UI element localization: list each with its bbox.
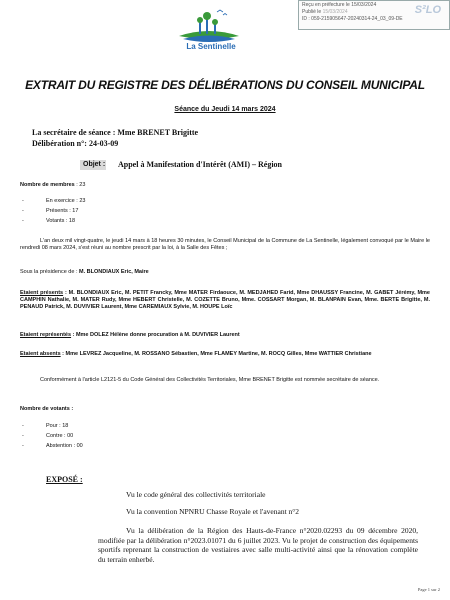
vu-convention: Vu la convention NPNRU Chasse Royale et l'avenant n°2 bbox=[126, 507, 300, 516]
votants-list bbox=[22, 421, 83, 451]
expose-heading: EXPOSÉ : bbox=[46, 475, 83, 484]
vu-deliberation: Vu la délibération de la Région des Hauts-de-France n°2020.02293 du 09 décembre 2020, modifiée par la délibération n°2023.01071 du 6 juillet 2023. Vu le projet de construction des équipements sportifs reprenant la construction de vestiaires avec salle multi-activité ainsi que la rénovation complète du terrain enherbé. bbox=[98, 526, 418, 564]
slo-brand: S²LO bbox=[414, 4, 441, 16]
vu-code: Vu le code général des collectivités territoriale bbox=[126, 490, 266, 499]
stamp-id: ID : 059-215905647-20240314-24_03_09-DE bbox=[302, 16, 403, 22]
logo-ville: Ville de bbox=[218, 36, 232, 41]
representes-paragraph: Etaient représentés : Mme DOLEZ Hélène donne procuration à M. DUVIVIER Laurent bbox=[20, 332, 240, 338]
list-item: - Présents : 17 bbox=[22, 206, 85, 216]
votants-label: Nombre de votants : bbox=[20, 406, 74, 412]
seance-date: Séance du Jeudi 14 mars 2024 bbox=[174, 106, 276, 113]
page-number: Page 1 sur 2 bbox=[417, 587, 440, 592]
list-item: - Abstention : 00 bbox=[22, 441, 83, 451]
membres-count: Nombre de membres : 23 bbox=[20, 182, 86, 188]
absents-paragraph: Etaient absents : Mme LEVREZ Jacqueline, M. ROSSANO Sébastien, Mme FLAMEY Martine, M. ROCQ Gilles, Mme WATTIER Christiane bbox=[20, 351, 372, 357]
list-item: - Contre : 00 bbox=[22, 431, 83, 441]
objet-label: Objet : bbox=[80, 160, 106, 170]
stamp-received: Reçu en préfecture le 15/03/2024 bbox=[302, 2, 377, 8]
stamp-published: Publié le 15/03/2024 bbox=[302, 9, 348, 15]
intro-paragraph: L'an deux mil vingt-quatre, le jeudi 14 mars à 18 heures 30 minutes, le Conseil Municipal de la Commune de La Sentinelle, légalement convoqué par le Maire le rendredi 08 mars 2024, s'est réuni au nombre prescrit par la loi, à la Salle des Fêtes ; bbox=[20, 238, 430, 252]
membres-list bbox=[22, 196, 85, 226]
deliberation-number: Délibération n°: 24-03-09 bbox=[32, 139, 119, 148]
presents-paragraph: Etaient présents : M. BLONDIAUX Eric, M. PETIT Francky, Mme MATER Firdaouce, M. MEDJAHED Farid, Mme DHAUSSY Francine, M. GABET Jérémy, Mme CAMPHIN Nathalie, M. MATER Rudy, Mme HEBERT Christelle, M. COZETTE Bruno, Mme. COSSART Morgan, M. BLANPAIN Evan, Mme. BERTE Brigitte, M. PENAUD Patrick, M. DUVIVIER Laurent, Mme CAREMIAUX Sylvie, M. HOUPE Loïc bbox=[20, 290, 430, 311]
list-item: - En exercice : 23 bbox=[22, 196, 85, 206]
secretaire: La secrétaire de séance : Mme BRENET Brigitte bbox=[32, 128, 199, 137]
presidence: Sous la présidence de : M. BLONDIAUX Eric, Maire bbox=[20, 269, 149, 275]
list-item: - Pour : 18 bbox=[22, 421, 83, 431]
prefecture-stamp bbox=[298, 0, 450, 30]
conformement-paragraph: Conformément à l'article L2121-5 du Code Général des Collectivités Territoriales, Mme BRENET Brigitte est nommée secrétaire de séance. bbox=[40, 377, 380, 383]
document-title: EXTRAIT DU REGISTRE DES DÉLIBÉRATIONS DU CONSEIL MUNICIPAL bbox=[25, 78, 425, 92]
list-item: - Votants : 18 bbox=[22, 216, 85, 226]
logo-name: La Sentinelle bbox=[186, 42, 236, 51]
objet-text: Appel à Manifestation d'Intérêt (AMI) – Région bbox=[118, 160, 282, 169]
